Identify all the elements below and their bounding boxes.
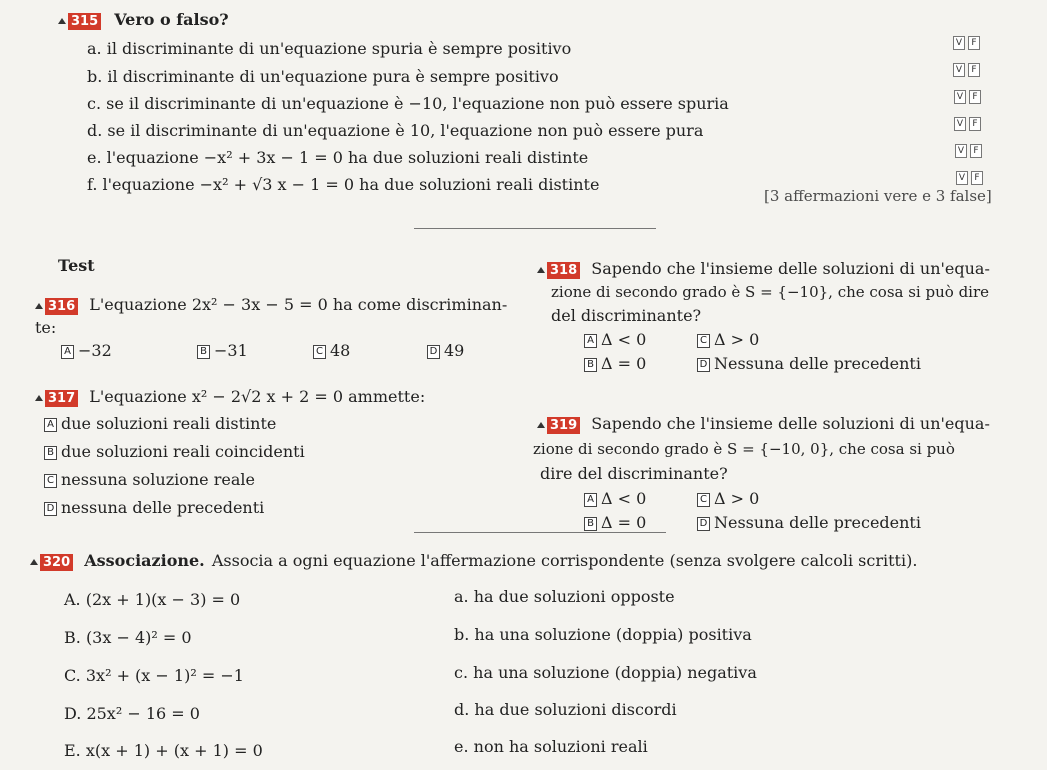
ex317-option-d[interactable]	[44, 498, 264, 517]
vf-boxes-f	[953, 165, 983, 185]
falso-checkbox[interactable]: F	[970, 144, 982, 158]
option-text: Nessuna delle precedenti	[714, 513, 921, 532]
option-key: C	[313, 345, 326, 359]
option-key: A	[584, 493, 597, 507]
exercise-number: 320	[40, 554, 73, 571]
vf-item-b	[87, 67, 559, 86]
ex319-option-a[interactable]	[584, 489, 646, 508]
statement-label: d.	[454, 700, 470, 719]
exercise-number: 315	[68, 13, 101, 30]
item-text: se il discriminante di un'equazione è −10, l'equazione non può essere spuria	[106, 94, 729, 113]
ex317-question	[35, 387, 425, 407]
option-key: A	[44, 418, 57, 432]
equation-text: x(x + 1) + (x + 1) = 0	[85, 741, 263, 760]
item-text: il discriminante di un'equazione spuria è sempre positivo	[106, 39, 572, 58]
triangle-icon	[58, 18, 66, 24]
statement-b	[454, 625, 752, 644]
triangle-icon	[537, 422, 545, 428]
equation-e	[64, 741, 263, 760]
option-key: C	[697, 493, 710, 507]
vf-boxes-e	[952, 138, 982, 158]
vf-item-a	[87, 39, 571, 58]
vf-boxes-b	[950, 57, 980, 77]
option-text: −32	[78, 341, 112, 360]
vero-checkbox[interactable]: V	[955, 144, 967, 158]
item-label: e.	[87, 148, 102, 167]
item-label: a.	[87, 39, 102, 58]
option-key: B	[197, 345, 210, 359]
vf-boxes-c	[951, 84, 981, 104]
question-text: L'equazione 2x² − 3x − 5 = 0 ha come discriminan-	[89, 295, 508, 314]
ex319-option-b[interactable]	[584, 513, 646, 532]
question-text: Sapendo che l'insieme delle soluzioni di un'equa-	[591, 259, 990, 278]
vero-checkbox[interactable]: V	[954, 90, 966, 104]
item-text: l'equazione −x² + 3x − 1 = 0 ha due soluzioni reali distinte	[106, 148, 589, 167]
ex320-header	[30, 551, 917, 571]
statement-c	[454, 663, 757, 682]
option-key: C	[44, 474, 57, 488]
falso-checkbox[interactable]: F	[968, 63, 980, 77]
statement-label: a.	[454, 587, 469, 606]
option-key: D	[697, 358, 710, 372]
option-text: 48	[330, 341, 351, 360]
vf-item-f	[87, 175, 599, 194]
vf-item-c	[87, 94, 729, 113]
option-key: B	[584, 517, 597, 531]
item-label: f.	[87, 175, 98, 194]
test-heading: Test	[58, 256, 95, 275]
vf-boxes-d	[951, 111, 981, 131]
statement-label: e.	[454, 737, 469, 756]
exercise-title: Vero o falso?	[114, 10, 229, 29]
ex318-option-b[interactable]	[584, 354, 646, 373]
option-text: Δ > 0	[714, 330, 760, 349]
option-key: B	[44, 446, 57, 460]
equation-label: C.	[64, 666, 81, 685]
item-text: se il discriminante di un'equazione è 10, l'equazione non può essere pura	[107, 121, 704, 140]
ex319-question-line3: dire del discriminante?	[540, 464, 728, 483]
exercise-number: 319	[547, 417, 580, 434]
equation-d	[64, 704, 200, 723]
ex317-option-a[interactable]	[44, 414, 276, 433]
ex318-option-a[interactable]	[584, 330, 646, 349]
option-text: Δ > 0	[714, 489, 760, 508]
falso-checkbox[interactable]: F	[969, 117, 981, 131]
option-text: due soluzioni reali coincidenti	[61, 442, 305, 461]
ex319-question	[537, 414, 990, 434]
ex316-question-cont: te:	[35, 318, 57, 337]
divider	[414, 532, 666, 533]
falso-checkbox[interactable]: F	[968, 36, 980, 50]
option-text: nessuna soluzione reale	[61, 470, 255, 489]
option-key: A	[584, 334, 597, 348]
equation-label: A.	[64, 590, 81, 609]
vf-item-e	[87, 148, 588, 167]
statement-text: ha due soluzioni discordi	[474, 700, 677, 719]
vero-checkbox[interactable]: V	[954, 117, 966, 131]
ex319-option-d[interactable]	[697, 513, 921, 532]
ex316-option-d[interactable]	[427, 341, 464, 360]
equation-a	[64, 590, 240, 609]
option-text: Nessuna delle precedenti	[714, 354, 921, 373]
ex316-option-b[interactable]	[197, 341, 248, 360]
triangle-icon	[30, 559, 38, 565]
ex316-question	[35, 295, 507, 315]
falso-checkbox[interactable]: F	[969, 90, 981, 104]
question-text: L'equazione x² − 2√2 x + 2 = 0 ammette:	[89, 387, 426, 406]
ex315-header	[58, 10, 229, 30]
statement-text: ha una soluzione (doppia) positiva	[474, 625, 752, 644]
equation-label: E.	[64, 741, 81, 760]
falso-checkbox[interactable]: F	[971, 171, 983, 185]
option-text: Δ = 0	[601, 354, 647, 373]
triangle-icon	[35, 395, 43, 401]
equation-label: D.	[64, 704, 82, 723]
equation-text: 25x² − 16 = 0	[86, 704, 200, 723]
exercise-number: 318	[547, 262, 580, 279]
statement-label: b.	[454, 625, 470, 644]
answer-note: [3 affermazioni vere e 3 false]	[764, 187, 992, 205]
statement-d	[454, 700, 677, 719]
ex318-option-c[interactable]	[697, 330, 759, 349]
equation-text: (3x − 4)² = 0	[85, 628, 192, 647]
exercise-number: 316	[45, 298, 78, 315]
ex317-option-b[interactable]	[44, 442, 305, 461]
equation-text: 3x² + (x − 1)² = −1	[85, 666, 244, 685]
ex317-option-c[interactable]	[44, 470, 255, 489]
vero-checkbox[interactable]: V	[956, 171, 968, 185]
exercise-number: 317	[45, 390, 78, 407]
equation-text: (2x + 1)(x − 3) = 0	[85, 590, 241, 609]
item-label: d.	[87, 121, 103, 140]
statement-text: ha una soluzione (doppia) negativa	[473, 663, 757, 682]
option-text: −31	[214, 341, 248, 360]
option-text: Δ = 0	[601, 513, 647, 532]
ex316-option-a[interactable]	[61, 341, 112, 360]
option-text: Δ < 0	[601, 489, 647, 508]
vero-checkbox[interactable]: V	[953, 63, 965, 77]
ex318-question-line3: del discriminante?	[551, 306, 702, 325]
triangle-icon	[537, 267, 545, 273]
statement-label: c.	[454, 663, 469, 682]
option-text: due soluzioni reali distinte	[61, 414, 277, 433]
equation-label: B.	[64, 628, 81, 647]
statement-e	[454, 737, 648, 756]
option-text: 49	[444, 341, 465, 360]
option-key: D	[697, 517, 710, 531]
instruction-text: Associa a ogni equazione l'affermazione corrispondente (senza svolgere calcoli scritti).	[211, 551, 918, 570]
option-key: D	[44, 502, 57, 516]
statement-a	[454, 587, 675, 606]
item-text: il discriminante di un'equazione pura è sempre positivo	[107, 67, 559, 86]
equation-c	[64, 666, 244, 685]
ex319-option-c[interactable]	[697, 489, 759, 508]
vf-item-d	[87, 121, 703, 140]
equation-b	[64, 628, 192, 647]
ex318-question	[537, 259, 990, 279]
option-key: C	[697, 334, 710, 348]
statement-text: non ha soluzioni reali	[473, 737, 648, 756]
option-text: Δ < 0	[601, 330, 647, 349]
option-key: D	[427, 345, 440, 359]
vf-boxes-a	[950, 30, 980, 50]
item-label: c.	[87, 94, 102, 113]
item-text: l'equazione −x² + √3 x − 1 = 0 ha due soluzioni reali distinte	[102, 175, 600, 194]
option-text: nessuna delle precedenti	[61, 498, 265, 517]
exercise-title: Associazione.	[84, 551, 205, 570]
statement-text: ha due soluzioni opposte	[473, 587, 675, 606]
triangle-icon	[35, 303, 43, 309]
ex318-option-d[interactable]	[697, 354, 921, 373]
ex316-option-c[interactable]	[313, 341, 350, 360]
ex318-question-line2: zione di secondo grado è S = {−10}, che cosa si può dire	[551, 283, 990, 301]
ex319-question-line2: zione di secondo grado è S = {−10, 0}, che cosa si può	[533, 440, 955, 458]
option-key: A	[61, 345, 74, 359]
divider	[414, 228, 656, 229]
vero-checkbox[interactable]: V	[953, 36, 965, 50]
item-label: b.	[87, 67, 103, 86]
option-key: B	[584, 358, 597, 372]
question-text: Sapendo che l'insieme delle soluzioni di un'equa-	[591, 414, 990, 433]
